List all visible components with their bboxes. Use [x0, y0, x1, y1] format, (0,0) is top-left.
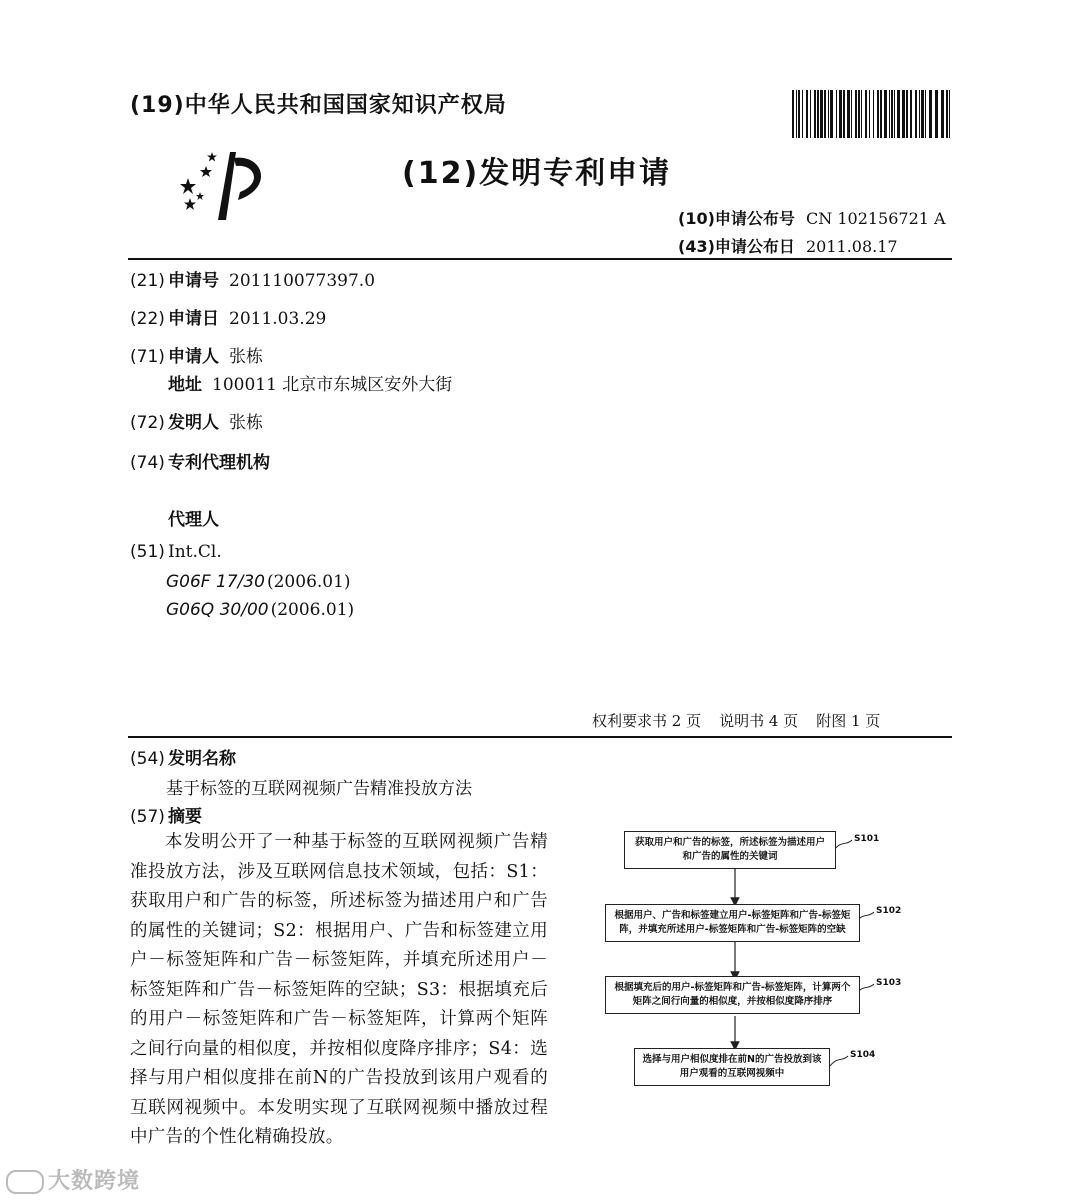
- publication-date: (43)申请公布日 2011.08.17: [678, 237, 898, 256]
- abstract-heading: (57) 摘要: [130, 807, 202, 827]
- flow-label-s101: S101: [854, 834, 880, 844]
- flow-step-s103: 根据填充后的用户-标签矩阵和广告-标签矩阵，计算两个矩阵之间行向量的相似度，并按相似度降序排序: [605, 976, 860, 1014]
- body-divider: [128, 736, 952, 738]
- field-agency: (74) 专利代理机构: [130, 453, 270, 473]
- flow-step-s104: 选择与用户相似度排在前N的广告投放到该用户观看的互联网视频中: [634, 1048, 830, 1086]
- invention-title: 基于标签的互联网视频广告精准投放方法: [166, 779, 472, 799]
- field-app-no: (21) 申请号 201110077397.0: [130, 271, 376, 291]
- flow-label-s102: S102: [876, 906, 902, 916]
- page-counts: 权利要求书 2 页 说明书 4 页 附图 1 页: [592, 712, 881, 730]
- flow-step-s102: 根据用户、广告和标签建立用户-标签矩阵和广告-标签矩阵，并填充所述用户-标签矩阵和广告-标签矩阵的空缺: [605, 904, 860, 942]
- ipc-entry: G06F 17/30 (2006.01): [166, 572, 351, 592]
- barcode: [792, 90, 952, 138]
- doc-type-title: (12)发明专利申请: [402, 156, 672, 191]
- field-app-date: (22) 申请日 2011.03.29: [130, 309, 327, 329]
- field-applicant: (71) 申请人 张栋: [130, 347, 263, 367]
- invention-heading: (54) 发明名称: [130, 749, 236, 769]
- office-name: (19)中华人民共和国国家知识产权局: [130, 93, 507, 118]
- ipc-header: (51) Int.Cl.: [130, 542, 222, 562]
- ipc-entry: G06Q 30/00 (2006.01): [166, 600, 355, 620]
- field-inventor: (72) 发明人 张栋: [130, 413, 263, 433]
- field-address: 地址 100011 北京市东城区安外大街: [168, 375, 453, 395]
- flow-label-s104: S104: [850, 1050, 876, 1060]
- flow-label-s103: S103: [876, 978, 902, 988]
- header-divider: [128, 258, 952, 260]
- watermark: 大数跨境: [6, 1164, 140, 1195]
- abstract-text: 本发明公开了一种基于标签的互联网视频广告精准投放方法，涉及互联网信息技术领域，包括：S1：获取用户和广告的标签，所述标签为描述用户和广告的属性的关键词；S2：根据用户、广告和标签建立用户－标签矩阵和广告－标签矩阵，并填充所述用户－标签矩阵和广告－标签矩阵的空缺；S3：根据填充后的用户－标签矩阵和广告－标签矩阵，计算两个矩阵之间行向量的相似度，并按相似度降序排序；S4：选择与用户相似度排在前N的广告投放到该用户观看的互联网视频中。本发明实现了互联网视频中播放过程中广告的个性化精确投放。: [130, 832, 548, 1147]
- watermark-logo-icon: [6, 1170, 44, 1194]
- field-agent: 代理人: [168, 510, 219, 530]
- flow-step-s101: 获取用户和广告的标签，所述标签为描述用户和广告的属性的关键词: [624, 831, 836, 869]
- publication-number: (10)申请公布号 CN 102156721 A: [678, 209, 946, 228]
- cnipa-logo-icon: [178, 148, 278, 226]
